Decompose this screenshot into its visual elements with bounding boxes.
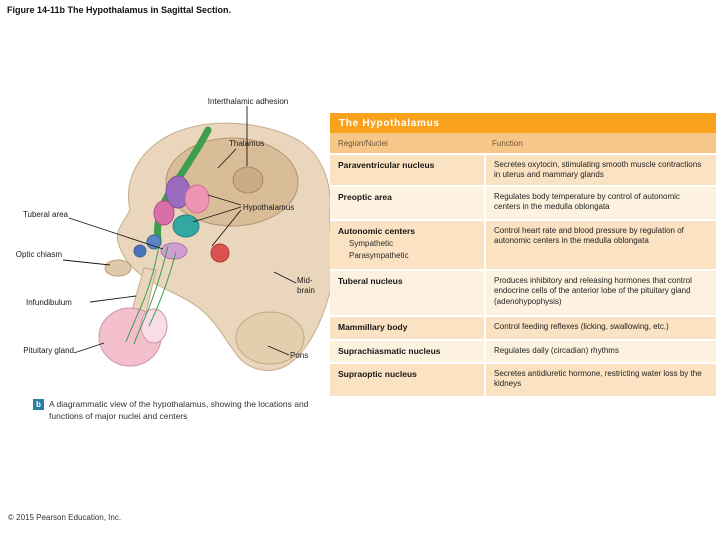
label-midbrain: Mid- brain (297, 276, 315, 295)
table-row-supraoptic (330, 362, 716, 396)
table-row-preoptic (330, 185, 716, 219)
table-row-tuberal-nucleus (330, 269, 716, 315)
leader-pituitary-gland (74, 343, 104, 353)
leader-infundibulum (90, 296, 136, 302)
label-pons: Pons (290, 351, 309, 360)
label-interthalamic-adhesion: Interthalamic adhesion (207, 97, 289, 106)
region-name: Preoptic area (338, 192, 392, 202)
label-tuberal-area: Tuberal area (22, 210, 68, 219)
region-name: Autonomic centers (338, 226, 415, 236)
function-text: Regulates daily (circadian) rhythms (494, 346, 619, 355)
label-hypothalamus: Hypothalamus (243, 203, 295, 212)
function-text: Secretes antidiuretic hormone, restricting water loss by the kidneys (494, 369, 702, 389)
label-optic-chiasm: Optic chiasm (15, 250, 62, 259)
function-text: Produces inhibitory and releasing hormones that control endocrine cells of the anterior lobe of the pituitary gland (adenohypophysis) (494, 276, 692, 306)
figure-title: Figure 14-11b The Hypothalamus in Sagittal Section. (7, 5, 232, 15)
table-title: The Hypothalamus (330, 113, 716, 133)
hypothalamus-diagram (60, 100, 345, 420)
table-column-headers (330, 133, 716, 153)
copyright-text: © 2015 Pearson Education, Inc. (8, 513, 122, 522)
label-infundibulum: Infundibulum (26, 298, 72, 307)
table-row-mammillary-body (330, 315, 716, 339)
caption-marker: b (33, 399, 44, 410)
mammillary-body-shape (211, 244, 229, 262)
sub-item-parasympathetic: Parasympathetic (349, 251, 409, 261)
column-header-function: Function (492, 139, 523, 148)
sub-item-sympathetic: Sympathetic (349, 239, 394, 249)
region-name: Tuberal nucleus (338, 276, 403, 286)
column-header-region: Region/Nuclei (338, 139, 388, 148)
preoptic-area-shape (154, 201, 174, 225)
ventromedial-nucleus-shape (173, 215, 199, 237)
region-name: Supraoptic nucleus (338, 369, 417, 379)
region-name: Suprachiasmatic nucleus (338, 346, 441, 356)
region-name: Mammillary body (338, 322, 408, 332)
interthalamic-adhesion-shape (233, 167, 263, 193)
function-text: Control feeding reflexes (licking, swallowing, etc.) (494, 322, 669, 331)
region-name: Paraventricular nucleus (338, 160, 435, 170)
anterior-nucleus-shape (185, 185, 209, 213)
function-text: Control heart rate and blood pressure by regulation of autonomic centers in the medulla oblongata (494, 226, 684, 246)
optic-chiasm-shape (105, 260, 131, 276)
table-row-autonomic-centers (330, 219, 716, 269)
table-row-paraventricular (330, 153, 716, 185)
figure-caption: A diagrammatic view of the hypothalamus, showing the locations and functions of major nuclei and centers (49, 399, 309, 422)
supraoptic-nucleus-shape (134, 245, 146, 257)
table-row-suprachiasmatic (330, 339, 716, 362)
label-pituitary-gland: Pituitary gland (23, 346, 74, 355)
function-text: Secretes oxytocin, stimulating smooth muscle contractions in uterus and mammary glands (494, 160, 702, 180)
label-thalamus: Thalamus (229, 139, 265, 148)
hypothalamus-table (330, 113, 716, 396)
leader-optic-chiasm (63, 260, 110, 265)
function-text: Regulates body temperature by control of autonomic centers in the medulla oblongata (494, 192, 680, 212)
